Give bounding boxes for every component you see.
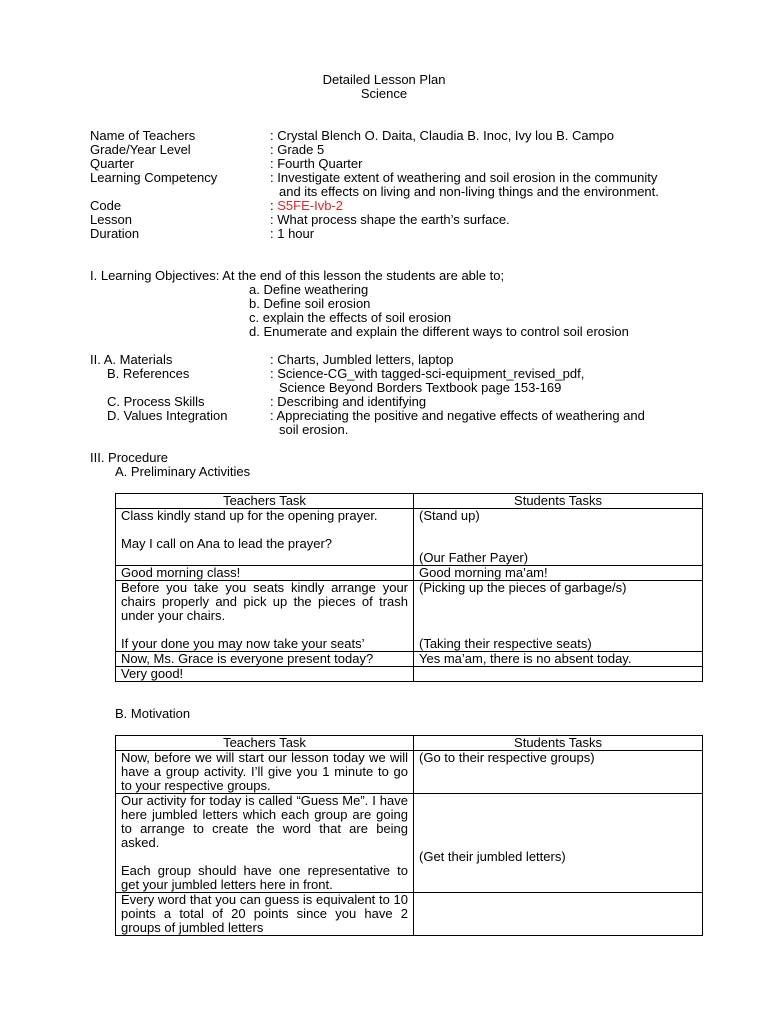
column-header-teachers: Teachers Task <box>116 736 414 751</box>
values-integration-value-continued: soil erosion. <box>279 422 349 437</box>
table-header-row <box>116 494 703 509</box>
table-row <box>116 794 703 893</box>
objective-item: a. Define weathering <box>249 282 369 297</box>
lesson-code: S5FE-Ivb-2 <box>277 198 343 213</box>
info-label: Duration <box>90 226 140 241</box>
info-label: Learning Competency <box>90 170 218 185</box>
teachers-task-cell: Now, Ms. Grace is everyone present today? <box>116 652 414 667</box>
table-header-row <box>116 736 703 751</box>
materials-value: : Charts, Jumbled letters, laptop <box>270 352 454 367</box>
references-value: : Science-CG_with tagged-sci-equipment_revised_pdf, <box>270 366 585 381</box>
cell-text: May I call on Ana to lead the prayer? <box>121 536 333 551</box>
table-row <box>116 652 703 667</box>
objective-item: b. Define soil erosion <box>249 296 371 311</box>
cell-text: (Get their jumbled letters) <box>419 849 566 864</box>
references-label: B. References <box>107 366 190 381</box>
table-row <box>116 893 703 936</box>
table-row <box>116 667 703 682</box>
teachers-task-cell <box>116 794 414 893</box>
cell-text: If your done you may now take your seats’ <box>121 636 365 651</box>
cell-text: Our activity for today is called “Guess Me”. I have here jumbled letters which each group are going to arrange to create the word that are being asked. <box>121 793 408 850</box>
students-task-cell: (Go to their respective groups) <box>414 751 703 794</box>
info-value-continued: and its effects on living and non-living things and the environment. <box>279 184 659 199</box>
motivation-table <box>115 735 703 936</box>
info-value: : Crystal Blench O. Daita, Claudia B. Inoc, Ivy lou B. Campo <box>270 128 614 143</box>
column-header-students: Students Tasks <box>414 494 703 509</box>
table-row <box>116 751 703 794</box>
objective-item: c. explain the effects of soil erosion <box>249 310 452 325</box>
teachers-task-cell: Every word that you can guess is equivalent to 10 points a total of 20 points since you have 2 groups of jumbled letters <box>116 893 414 936</box>
info-value: : Investigate extent of weathering and soil erosion in the community <box>270 170 658 185</box>
colon-prefix: : <box>270 198 278 213</box>
values-integration-value: : Appreciating the positive and negative effects of weathering and <box>270 408 645 423</box>
teachers-task-cell <box>116 509 414 566</box>
column-header-teachers: Teachers Task <box>116 494 414 509</box>
cell-text: (Our Father Payer) <box>419 550 529 565</box>
cell-text: (Taking their respective seats) <box>419 636 592 651</box>
table-row <box>116 566 703 581</box>
info-label: Grade/Year Level <box>90 142 191 157</box>
cell-text: Each group should have one representative to get your jumbled letters here in front. <box>121 863 408 892</box>
students-task-cell <box>414 794 703 893</box>
students-task-cell: Yes ma’am, there is no absent today. <box>414 652 703 667</box>
table-row <box>116 581 703 652</box>
info-value <box>270 199 343 213</box>
students-task-cell <box>414 581 703 652</box>
students-task-cell <box>414 893 703 936</box>
teachers-task-cell <box>116 581 414 652</box>
students-task-cell <box>414 667 703 682</box>
cell-text: Class kindly stand up for the opening prayer. <box>121 508 378 523</box>
cell-text: Before you take you seats kindly arrange your chairs properly and pick up the pieces of trash under your chairs. <box>121 580 408 623</box>
teachers-task-cell: Now, before we will start our lesson today we will have a group activity. I’ll give you 1 minute to go to your respective groups. <box>116 751 414 794</box>
info-label: Name of Teachers <box>90 128 196 143</box>
objectives-intro: I. Learning Objectives: At the end of this lesson the students are able to; <box>90 268 505 283</box>
section-heading-preliminary: A. Preliminary Activities <box>115 464 251 479</box>
materials-label: II. A. Materials <box>90 352 173 367</box>
info-label: Lesson <box>90 212 132 227</box>
column-header-students: Students Tasks <box>414 736 703 751</box>
cell-text: (Picking up the pieces of garbage/s) <box>419 580 627 595</box>
info-label: Quarter <box>90 156 135 171</box>
students-task-cell <box>414 509 703 566</box>
references-value-continued: Science Beyond Borders Textbook page 153-169 <box>279 380 562 395</box>
preliminary-activities-table <box>115 493 703 682</box>
table-row <box>116 509 703 566</box>
cell-text: (Stand up) <box>419 508 480 523</box>
document-title: Detailed Lesson Plan <box>322 72 446 87</box>
info-value: : 1 hour <box>270 226 315 241</box>
teachers-task-cell: Good morning class! <box>116 566 414 581</box>
document-subject: Science <box>360 86 408 101</box>
students-task-cell: Good morning ma’am! <box>414 566 703 581</box>
info-value: : Fourth Quarter <box>270 156 363 171</box>
values-integration-label: D. Values Integration <box>107 408 228 423</box>
process-skills-value: : Describing and identifying <box>270 394 427 409</box>
info-value: : What process shape the earth’s surface. <box>270 212 510 227</box>
teachers-task-cell: Very good! <box>116 667 414 682</box>
objective-item: d. Enumerate and explain the different ways to control soil erosion <box>249 324 629 339</box>
section-heading-motivation: B. Motivation <box>115 706 191 721</box>
info-label: Code <box>90 198 122 213</box>
process-skills-label: C. Process Skills <box>107 394 205 409</box>
procedure-heading: III. Procedure <box>90 450 169 465</box>
info-value: : Grade 5 <box>270 142 325 157</box>
